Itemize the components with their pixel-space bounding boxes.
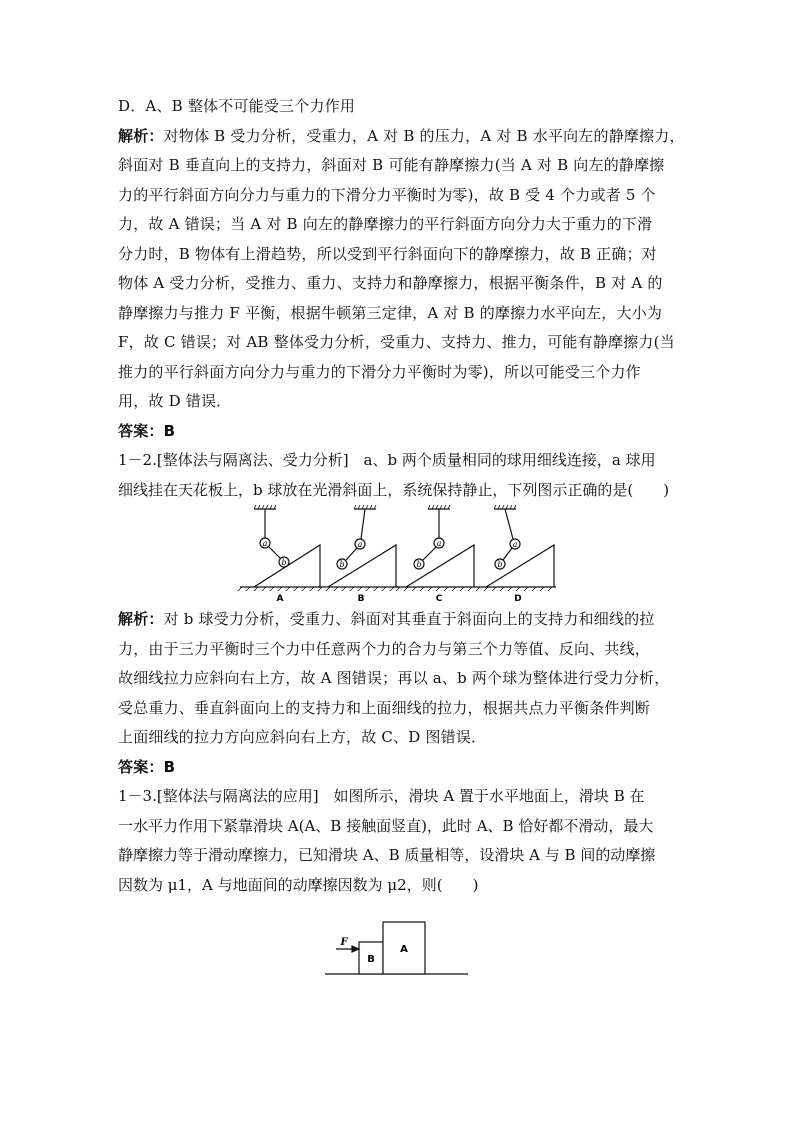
ball-a-label: a [512, 540, 518, 549]
answer: 答案：B [118, 421, 176, 440]
ball-b-label: b [416, 560, 422, 569]
question-1-3 [118, 782, 678, 900]
ball-b-label: b [281, 558, 287, 567]
option-d: D．A、B 整体不可能受三个力作用 [118, 97, 356, 115]
blocks-figure [118, 912, 678, 982]
analysis-line: 对 b 球受力分析，受重力、斜面对其垂直于斜面向上的支持力和细线的拉 [163, 610, 655, 628]
analysis-line: 故细线拉力应斜向右上方，故 A 图错误；再以 a、b 两个球为整体进行受力分析， [118, 669, 670, 687]
question-line: 一水平力作用下紧靠滑块 A(A、B 接触面竖直)，此时 A、B 恰好都不滑动，最大 [118, 816, 654, 835]
incline-options-figure [118, 505, 678, 605]
analysis-line: 力，故 A 错误；当 A 对 B 向左的静摩擦力的平行斜面方向分力大于重力的下滑 [118, 215, 653, 233]
analysis-line: 推力的平行斜面方向分力与重力的下滑分力平衡时为零)，所以可能受三个力作 [118, 362, 641, 381]
q1-analysis [118, 122, 685, 417]
block-a-label: A [400, 944, 408, 955]
question-line: 1－2.[整体法与隔离法、受力分析] a、b 两个质量相同的球用细线连接，a 球用 [118, 451, 656, 469]
panel-c-figure [396, 505, 476, 591]
analysis-label: 解析： [118, 610, 164, 628]
analysis-line: 用，故 D 错误． [118, 392, 232, 410]
document-page [118, 92, 685, 982]
block-b-label: B [367, 954, 375, 965]
analysis-line: 静摩擦力与推力 F 平衡，根据牛顿第三定律，A 对 B 的摩擦力水平向左，大小为 [118, 303, 663, 322]
ball-b-label: b [339, 560, 345, 569]
blocks-drawing [325, 922, 468, 974]
analysis-line: 受总重力、垂直斜面向上的支持力和上面细线的拉力，根据共点力平衡条件判断 [118, 698, 651, 717]
ball-a-label: a [357, 540, 363, 549]
question-line: 细线挂在天花板上，b 球放在光滑斜面上，系统保持静止，下列图示正确的是( ) [118, 480, 670, 499]
panel-a-figure [238, 505, 320, 591]
question-1-2 [118, 446, 678, 505]
analysis-line: 上面细线的拉力方向应斜向右上方，故 C、D 图错误． [118, 728, 487, 746]
analysis-line: 物体 A 受力分析，受推力、重力、支持力和静摩擦力，根据平衡条件，B 对 A 的 [118, 274, 663, 292]
force-f-label: F [340, 937, 348, 948]
question-line: 因数为 μ1，A 与地面间的动摩擦因数为 μ2，则( ) [118, 875, 479, 894]
ball-b-label: b [497, 560, 503, 569]
analysis-line: 分力时，B 物体有上滑趋势，所以受到平行斜面向下的静摩擦力，故 B 正确；对 [118, 244, 657, 263]
panel-label: C [435, 594, 443, 604]
q2-analysis [118, 605, 678, 753]
analysis-line: 对物体 B 受力分析，受重力，A 对 B 的压力，A 对 B 水平向左的静摩擦力， [163, 126, 685, 145]
panel-label: B [357, 594, 365, 604]
analysis-line: F，故 C 错误；对 AB 整体受力分析，受重力、支持力、推力，可能有静摩擦力(当 [118, 333, 675, 351]
question-line: 静摩擦力等于滑动摩擦力，已知滑块 A、B 质量相等，设滑块 A 与 B 间的动摩擦 [118, 846, 656, 864]
ball-a-label: a [262, 539, 268, 548]
ball-a-label: a [436, 539, 442, 548]
analysis-label: 解析： [118, 126, 164, 145]
panel-label: D [514, 594, 522, 604]
question-line: 1－3.[整体法与隔离法的应用] 如图所示，滑块 A 置于水平地面上，滑块 B 在 [118, 787, 645, 805]
panel-label: A [276, 594, 284, 604]
analysis-line: 力，由于三力平衡时三个力中任意两个力的合力与第三个力等值、反向、共线， [118, 639, 651, 658]
analysis-line: 斜面对 B 垂直向上的支持力，斜面对 B 可能有静摩擦力(当 A 对 B 向左的静摩擦 [118, 156, 665, 174]
answer: 答案：B [118, 757, 176, 776]
analysis-line: 力的平行斜面方向分力与重力的下滑分力平衡时为零)，故 B 受 4 个力或者 5 个 [118, 185, 656, 204]
